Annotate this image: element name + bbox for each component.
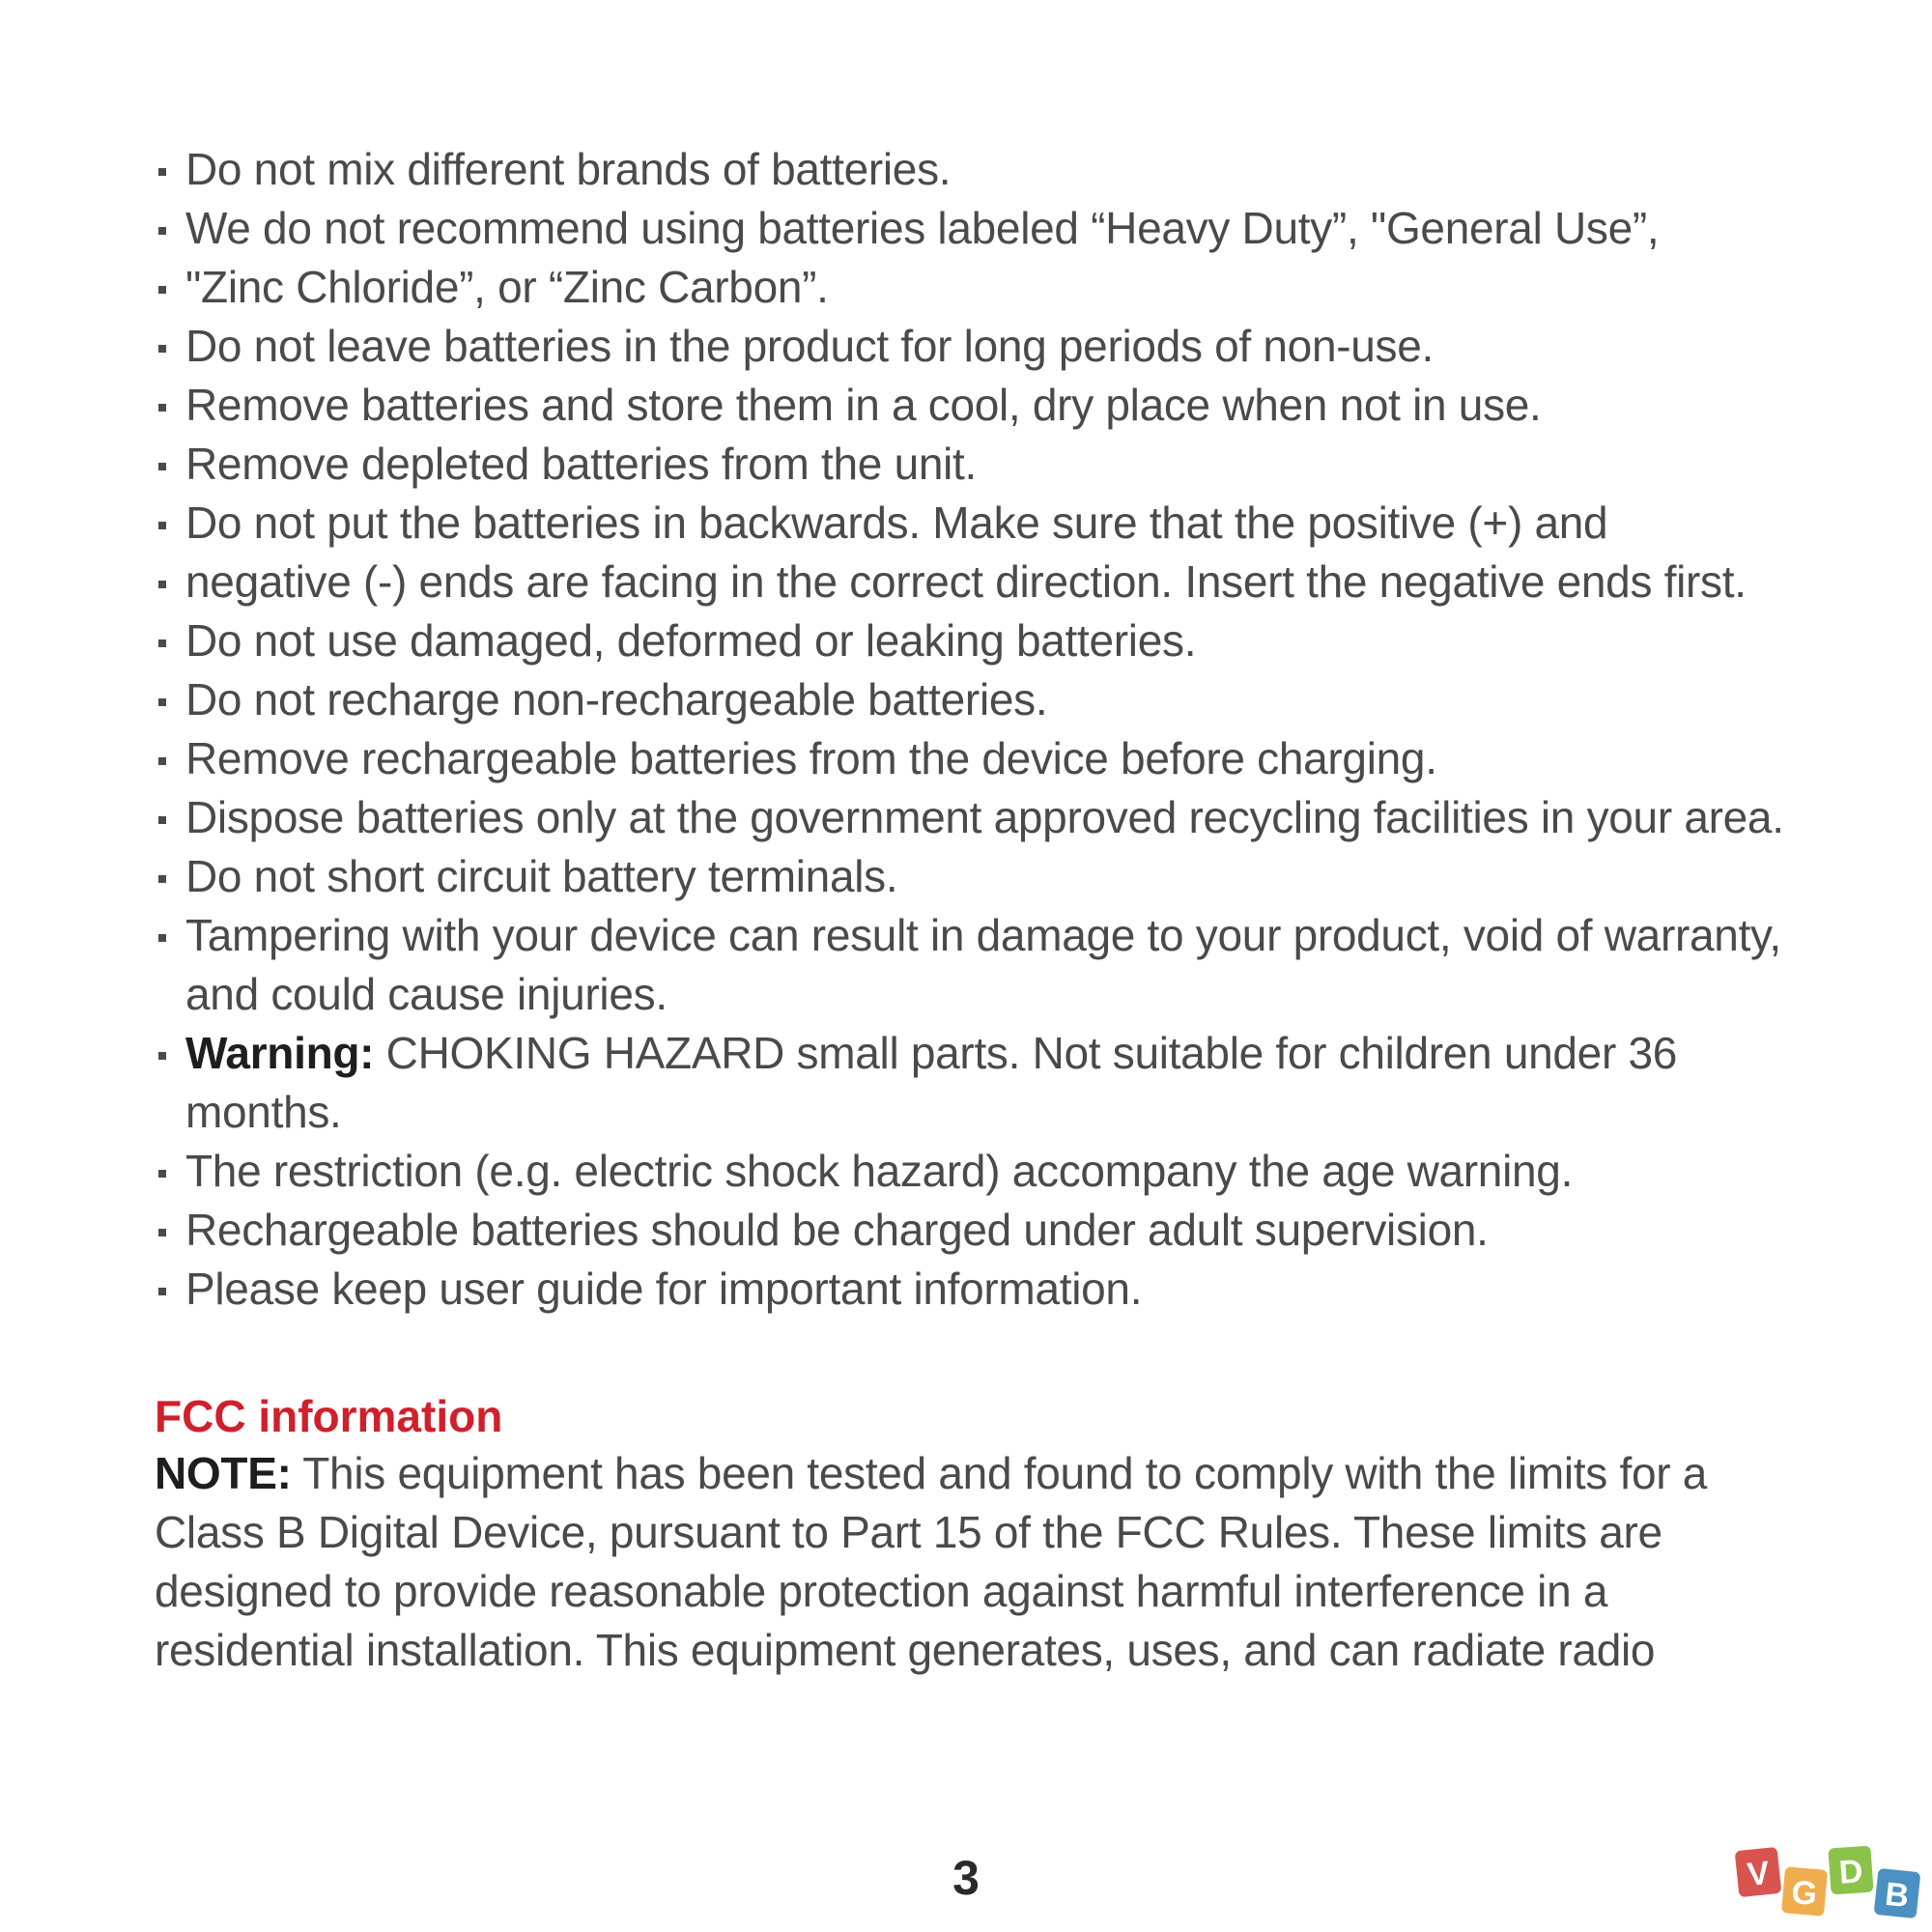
list-item: Do not use damaged, deformed or leaking batteries. [155, 611, 1797, 670]
logo-tile-g [1781, 1866, 1828, 1917]
warning-text: CHOKING HAZARD small parts. Not suitable for children under 36 months. [185, 1028, 1678, 1137]
note-label: NOTE: [155, 1448, 292, 1498]
svg-text:B: B [1883, 1875, 1911, 1916]
warning-label: Warning: [185, 1028, 375, 1078]
logo-tile-d [1828, 1846, 1873, 1895]
list-item: Do not put the batteries in backwards. Make sure that the positive (+) and [155, 494, 1797, 553]
logo-tile-b [1874, 1868, 1921, 1918]
warning-item [155, 1024, 1797, 1142]
list-item: Rechargeable batteries should be charged under adult supervision. [155, 1201, 1797, 1260]
svg-text:V: V [1745, 1854, 1772, 1894]
document-page [155, 140, 1797, 1680]
list-item: Dispose batteries only at the government approved recycling facilities in your area. [155, 788, 1797, 847]
list-item: Do not recharge non-rechargeable batteries. [155, 670, 1797, 729]
list-item: Do not mix different brands of batteries. [155, 140, 1797, 199]
battery-safety-list [155, 140, 1797, 1319]
list-item: Please keep user guide for important information. [155, 1260, 1797, 1319]
fcc-section [155, 1388, 1797, 1680]
list-item: "Zinc Chloride”, or “Zinc Carbon”. [155, 258, 1797, 317]
fcc-heading: FCC information [155, 1391, 503, 1441]
svg-text:G: G [1789, 1873, 1819, 1914]
page-number: 3 [952, 1851, 980, 1905]
vgdb-logo [1735, 1841, 1928, 1928]
logo-tile-v [1735, 1847, 1781, 1897]
list-item: Tampering with your device can result in damage to your product, void of warranty, and could cause injuries. [155, 906, 1797, 1024]
svg-text:D: D [1837, 1853, 1864, 1891]
list-item: Do not short circuit battery terminals. [155, 847, 1797, 906]
note-text: This equipment has been tested and found to comply with the limits for a Class B Digital Device, pursuant to Part 15 of the FCC Rules. These limits are designed to provide reasonable protection against harmful interference in a residential installation. This equipment generates, uses, and can radiate radio [155, 1448, 1708, 1675]
list-item: Remove batteries and store them in a cool, dry place when not in use. [155, 376, 1797, 435]
list-item: Remove rechargeable batteries from the device before charging. [155, 729, 1797, 788]
list-item: Do not leave batteries in the product for long periods of non-use. [155, 317, 1797, 376]
list-item: Remove depleted batteries from the unit. [155, 435, 1797, 494]
fcc-note-paragraph [155, 1444, 1758, 1680]
list-item: We do not recommend using batteries labeled “Heavy Duty”, "General Use”, [155, 199, 1797, 258]
list-item: negative (-) ends are facing in the correct direction. Insert the negative ends first. [155, 553, 1797, 611]
list-item: The restriction (e.g. electric shock hazard) accompany the age warning. [155, 1142, 1797, 1201]
